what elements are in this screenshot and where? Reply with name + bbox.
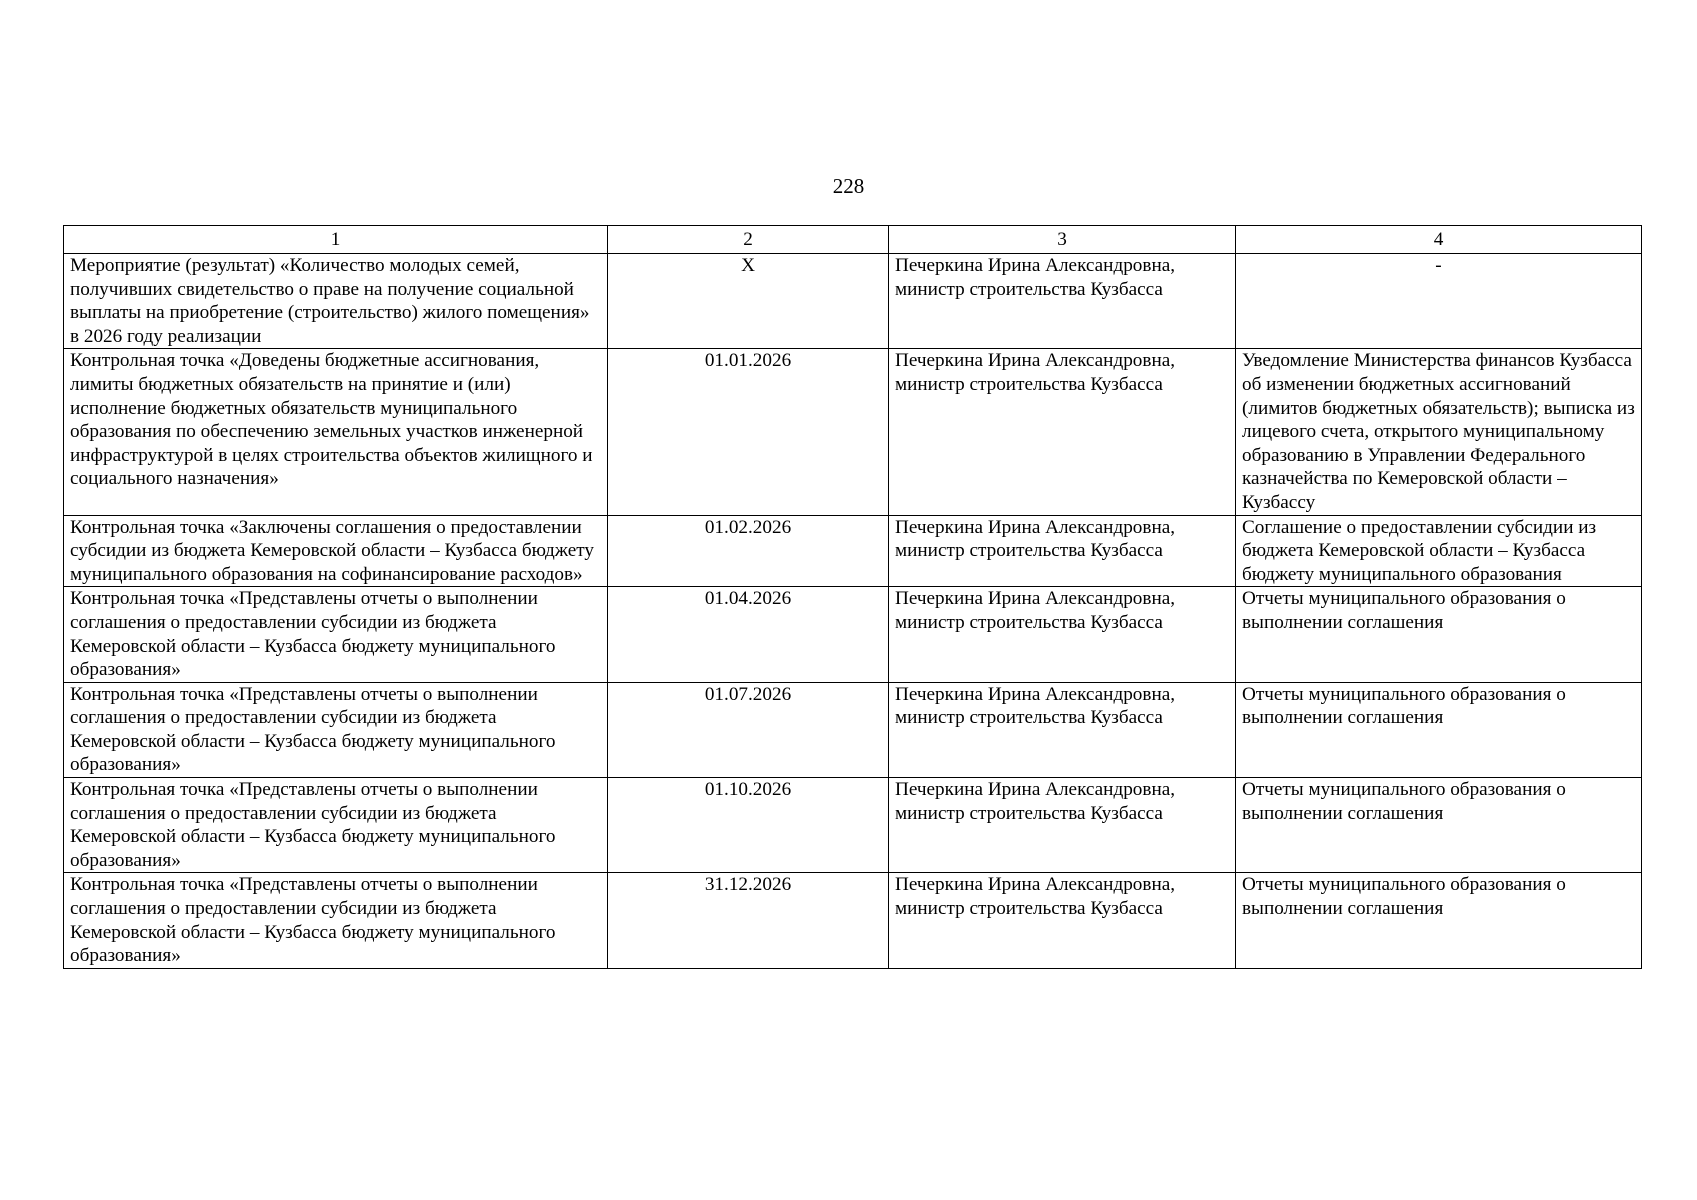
confirming-document: - [1236, 254, 1642, 349]
deadline-date: 01.01.2026 [608, 349, 889, 515]
confirming-document: Уведомление Министерства финансов Кузбасса об изменении бюджетных ассигнований (лимитов бюджетных обязательств); выписка из лицевого счета, открытого муниципальному образованию в Управлении Федерального казначейства по Кемеровской области – Кузбассу [1236, 349, 1642, 515]
confirming-document: Отчеты муниципального образования о выполнении соглашения [1236, 587, 1642, 682]
event-description: Контрольная точка «Заключены соглашения о предоставлении субсидии из бюджета Кемеровской области – Кузбасса бюджету муниципального образования на софинансирование расходов» [64, 515, 608, 587]
event-description: Контрольная точка «Доведены бюджетные ассигнования, лимиты бюджетных обязательств на принятие и (или) исполнение бюджетных обязательств муниципального образования по обеспечению земельных участков инженерной инфраструктурой в целях строительства объектов жилищного и социального назначения» [64, 349, 608, 515]
event-description: Мероприятие (результат) «Количество молодых семей, получивших свидетельство о праве на получение социальной выплаты на приобретение (строительство) жилого помещения» в 2026 году реализации [64, 254, 608, 349]
table-row [64, 515, 1642, 587]
confirming-document: Отчеты муниципального образования о выполнении соглашения [1236, 778, 1642, 873]
table-row [64, 587, 1642, 682]
column-header-1: 1 [64, 226, 608, 254]
control-points-table [63, 225, 1642, 969]
confirming-document: Отчеты муниципального образования о выполнении соглашения [1236, 873, 1642, 968]
responsible-person: Печеркина Ирина Александровна, министр строительства Кузбасса [889, 873, 1236, 968]
deadline-date: 31.12.2026 [608, 873, 889, 968]
column-header-2: 2 [608, 226, 889, 254]
table-row [64, 254, 1642, 349]
responsible-person: Печеркина Ирина Александровна, министр строительства Кузбасса [889, 682, 1236, 777]
column-header-3: 3 [889, 226, 1236, 254]
responsible-person: Печеркина Ирина Александровна, министр строительства Кузбасса [889, 587, 1236, 682]
event-description: Контрольная точка «Представлены отчеты о выполнении соглашения о предоставлении субсидии из бюджета Кемеровской области – Кузбасса бюджету муниципального образования» [64, 587, 608, 682]
page-number: 228 [832, 174, 865, 198]
column-header-4: 4 [1236, 226, 1642, 254]
confirming-document: Отчеты муниципального образования о выполнении соглашения [1236, 682, 1642, 777]
responsible-person: Печеркина Ирина Александровна, министр строительства Кузбасса [889, 515, 1236, 587]
table-row [64, 682, 1642, 777]
event-description: Контрольная точка «Представлены отчеты о выполнении соглашения о предоставлении субсидии из бюджета Кемеровской области – Кузбасса бюджету муниципального образования» [64, 682, 608, 777]
deadline-date: 01.10.2026 [608, 778, 889, 873]
deadline-date: 01.07.2026 [608, 682, 889, 777]
table-row [64, 778, 1642, 873]
responsible-person: Печеркина Ирина Александровна, министр строительства Кузбасса [889, 254, 1236, 349]
deadline-date: X [608, 254, 889, 349]
responsible-person: Печеркина Ирина Александровна, министр строительства Кузбасса [889, 349, 1236, 515]
responsible-person: Печеркина Ирина Александровна, министр строительства Кузбасса [889, 778, 1236, 873]
table-row [64, 349, 1642, 515]
event-description: Контрольная точка «Представлены отчеты о выполнении соглашения о предоставлении субсидии из бюджета Кемеровской области – Кузбасса бюджету муниципального образования» [64, 778, 608, 873]
deadline-date: 01.04.2026 [608, 587, 889, 682]
table-row [64, 873, 1642, 968]
event-description: Контрольная точка «Представлены отчеты о выполнении соглашения о предоставлении субсидии из бюджета Кемеровской области – Кузбасса бюджету муниципального образования» [64, 873, 608, 968]
confirming-document: Соглашение о предоставлении субсидии из бюджета Кемеровской области – Кузбасса бюджету муниципального образования [1236, 515, 1642, 587]
deadline-date: 01.02.2026 [608, 515, 889, 587]
table-header-row [64, 226, 1642, 254]
